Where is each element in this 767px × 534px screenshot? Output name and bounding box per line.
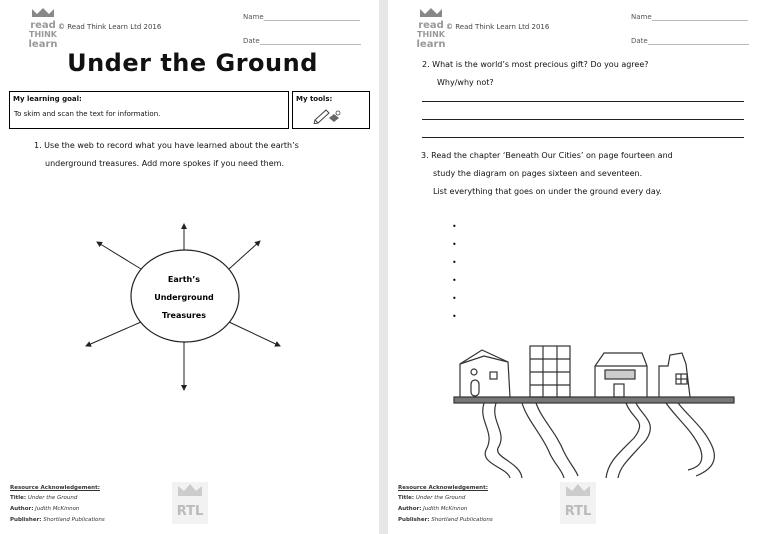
answer-line[interactable]	[422, 137, 744, 138]
ack-author: Author: Judith McKinnon	[10, 506, 80, 512]
question-2-line-2: Why/why not?	[437, 78, 494, 87]
spoke-upper-left	[97, 242, 141, 269]
ground-strip	[454, 397, 734, 403]
list-bullet: •	[452, 294, 457, 303]
page-title: Under the Ground	[67, 49, 318, 77]
spoke-lower-left	[86, 322, 141, 346]
spoke-upper-right	[229, 241, 260, 269]
tools-heading: My tools:	[296, 95, 333, 103]
spoke-lower-right	[229, 322, 280, 346]
question-3-line-2: study the diagram on pages sixteen and seventeen.	[433, 169, 643, 178]
read-think-learn-logo	[412, 6, 450, 50]
name-field[interactable]: Name	[243, 12, 360, 21]
house-1	[460, 350, 510, 397]
copyright-text: © Read Think Learn Ltd 2016	[446, 23, 550, 31]
question-3-line-1: 3. Read the chapter ‘Beneath Our Cities’ on page fourteen and	[421, 151, 673, 160]
svg-text:RTL: RTL	[564, 504, 592, 519]
svg-text:learn: learn	[416, 39, 446, 50]
web-center-line-3: Treasures	[162, 311, 206, 320]
ack-heading: Resource Acknowledgement:	[10, 485, 100, 491]
svg-text:learn: learn	[28, 39, 58, 50]
learning-goal-heading: My learning goal:	[13, 95, 82, 103]
ack-publisher: Publisher: Shortland Publications	[398, 517, 493, 523]
rtl-logo	[172, 482, 208, 524]
city-underground-illustration	[438, 342, 738, 482]
svg-text:read: read	[418, 20, 444, 31]
pipe-4	[666, 403, 702, 470]
list-bullet: •	[452, 312, 457, 321]
date-field[interactable]: Date	[243, 36, 361, 45]
date-field[interactable]: Date	[631, 36, 749, 45]
svg-text:THINK: THINK	[28, 30, 58, 39]
rtl-logo	[560, 482, 596, 524]
spider-web-diagram	[0, 0, 379, 534]
learning-goal-text: To skim and scan the text for information.	[14, 110, 161, 118]
svg-text:read: read	[30, 20, 56, 31]
copyright-text: © Read Think Learn Ltd 2016	[58, 23, 162, 31]
svg-text:THINK: THINK	[416, 30, 446, 39]
ack-title: Title: Under the Ground	[398, 495, 466, 501]
question-1-line-1: 1. Use the web to record what you have learned about the earth’s	[34, 141, 299, 150]
ack-title: Title: Under the Ground	[10, 495, 78, 501]
list-bullet: •	[452, 276, 457, 285]
house-2	[659, 353, 690, 397]
question-3-line-3: List everything that goes on under the ground every day.	[433, 187, 662, 196]
ack-author: Author: Judith McKinnon	[398, 506, 468, 512]
web-center-line-1: Earth’s	[167, 275, 201, 284]
list-bullet: •	[452, 258, 457, 267]
question-1-line-2: underground treasures. Add more spokes if you need them.	[45, 159, 284, 168]
answer-line[interactable]	[422, 119, 744, 120]
pipe-1	[483, 403, 510, 478]
answer-line[interactable]	[422, 101, 744, 102]
name-field[interactable]: Name	[631, 12, 748, 21]
question-2-line-1: 2. What is the world’s most precious gift? Do you agree?	[422, 60, 649, 69]
worksheet-page-right	[388, 0, 767, 534]
web-center-line-2: Underground	[154, 293, 214, 302]
list-bullet: •	[452, 240, 457, 249]
svg-text:RTL: RTL	[176, 504, 204, 519]
list-bullet: •	[452, 222, 457, 231]
ack-publisher: Publisher: Shortland Publications	[10, 517, 105, 523]
ack-heading: Resource Acknowledgement:	[398, 485, 488, 491]
worksheet-page-left	[0, 0, 379, 534]
